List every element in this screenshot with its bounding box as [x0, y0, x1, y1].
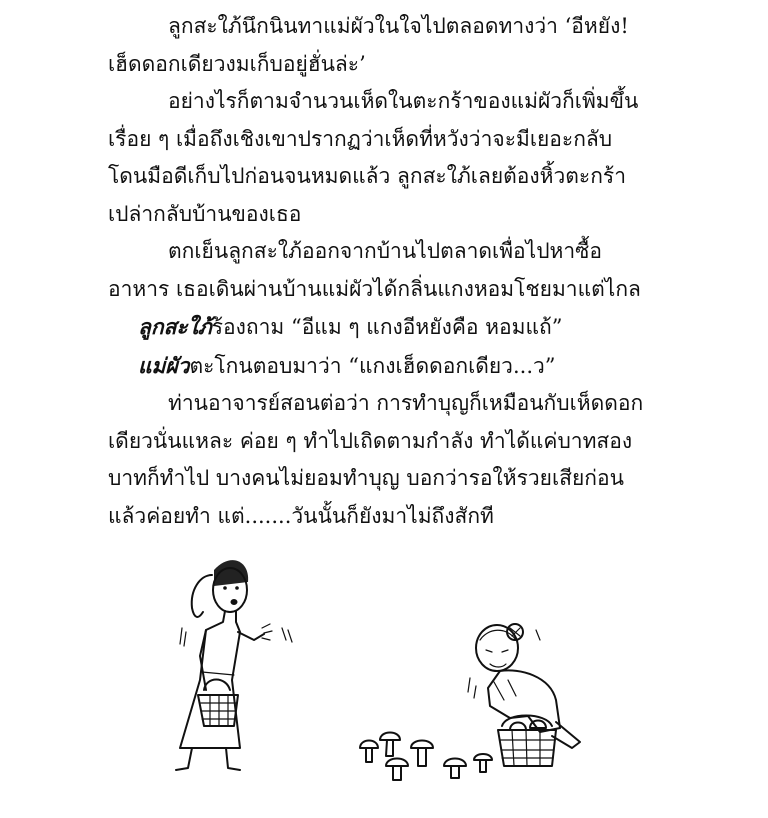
text-line: ตกเย็นลูกสะใภ้ออกจากบ้านไปตลาดเพื่อไปหาซื้อ: [168, 239, 603, 263]
mushroom: [380, 733, 400, 757]
paragraph-3: [108, 233, 648, 308]
story-text: [108, 8, 648, 535]
closing-paragraph: [108, 385, 648, 535]
dialogue-text: ร้องถาม “อีแม ๆ แกงอีหยังคือ หอมแถ้”: [211, 315, 563, 339]
dialogue-line-daughter: [108, 308, 648, 347]
mushroom-patch: [360, 733, 492, 781]
text-line: เฮ็ดดอกเดียวงมเก็บอยู่ฮั่นล่ะ’: [108, 51, 366, 76]
text-line: ท่านอาจารย์สอนต่อว่า การทำบุญก็เหมือนกับเห็ดดอก: [168, 391, 644, 415]
speaker-name: ลูกสะใภ้: [138, 314, 212, 339]
text-line: บาทก็ทำไป บางคนไม่ยอมทำบุญ บอกว่ารอให้รวยเสียก่อน: [108, 466, 624, 490]
paragraph-2: [108, 83, 648, 233]
dialogue-text: ตะโกนตอบมาว่า “แกงเฮ็ดดอกเดียว...ว”: [189, 353, 556, 378]
mushroom: [386, 759, 408, 781]
dialogue-line-mother: [108, 347, 648, 386]
mushroom: [474, 754, 492, 772]
text-line: เดียวนั่นแหละ ค่อย ๆ ทำไปเถิดตามกำลัง ทำได้แค่บาทสอง: [108, 428, 633, 453]
text-line: อาหาร เธอเดินผ่านบ้านแม่ผัวได้กลิ่นแกงหอมโชยมาแต่ไกล: [108, 276, 641, 301]
mushroom: [411, 741, 433, 767]
text-line: แล้วค่อยทำ แต่.......วันนั้นก็ยังมาไม่ถึงสักที: [108, 503, 494, 528]
daughter-in-law-figure: [176, 560, 292, 770]
text-line: เรื่อย ๆ เมื่อถึงเชิงเขาปรากฏว่าเห็ดที่หวังว่าจะมีเยอะกลับ: [108, 126, 613, 151]
mushroom: [360, 741, 378, 763]
text-line: โดนมือดีเก็บไปก่อนจนหมดแล้ว ลูกสะใภ้เลยต้องหิ้วตะกร้า: [108, 164, 626, 188]
text-line: อย่างไรก็ตามจำนวนเห็ดในตะกร้าของแม่ผัวก็เพิ่มขึ้น: [168, 89, 639, 113]
paragraph-1: [108, 8, 648, 83]
text-line: ลูกสะใภ้นึกนินทาแม่ผัวในใจไปตลอดทางว่า ‘อีหยัง!: [168, 14, 629, 38]
speaker-name: แม่ผัว: [138, 352, 190, 378]
mother-in-law-figure: [468, 624, 580, 766]
text-line: เปล่ากลับบ้านของเธอ: [108, 201, 302, 226]
mushroom: [444, 759, 466, 779]
illustration: [0, 530, 768, 818]
